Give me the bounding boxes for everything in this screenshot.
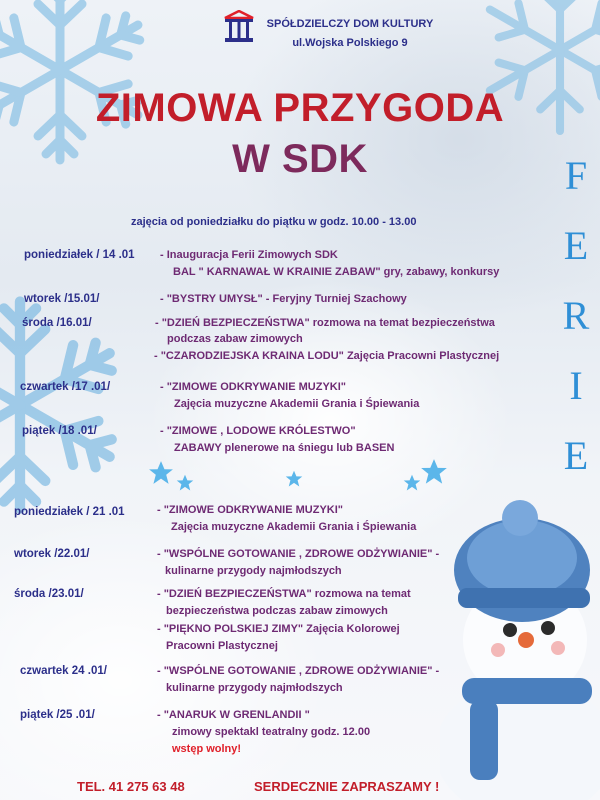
- schedule-day: wtorek /15.01/: [24, 293, 100, 305]
- schedule-activity: - "ZIMOWE ODKRYWANIE MUZYKI": [157, 504, 344, 516]
- schedule-activity: - Inauguracja Ferii Zimowych SDK: [160, 249, 338, 261]
- schedule-activity: kulinarne przygody najmłodszych: [165, 565, 342, 577]
- ferie-letter: E: [563, 223, 589, 268]
- schedule-activity: zimowy spektakl teatralny godz. 12.00: [172, 726, 371, 738]
- schedule-day: poniedziałek / 21 .01: [14, 506, 125, 518]
- invitation: SERDECZNIE ZAPRASZAMY !: [254, 779, 440, 794]
- schedule-activity: - "ANARUK W GRENLANDII ": [157, 709, 310, 721]
- schedule-activity: - "BYSTRY UMYSŁ" - Feryjny Turniej Szachowy: [160, 293, 407, 305]
- star-icon: [403, 474, 421, 492]
- star-icon: [420, 458, 448, 486]
- schedule-activity: - "ZIMOWE ODKRYWANIE MUZYKI": [160, 381, 347, 393]
- schedule-activity: - "PIĘKNO POLSKIEJ ZIMY" Zajęcia Kolorowej: [157, 623, 400, 635]
- schedule-activity: - "CZARODZIEJSKA KRAINA LODU" Zajęcia Pracowni Plastycznej: [154, 350, 500, 362]
- ferie-letter: F: [564, 153, 588, 198]
- schedule-activity: - "DZIEŃ BEZPIECZEŃSTWA" rozmowa na temat bezpieczeństwa: [155, 317, 495, 329]
- schedule-day: środa /16.01/: [22, 317, 92, 329]
- schedule-day: poniedziałek / 14 .01: [24, 249, 135, 261]
- hours-note: zajęcia od poniedziałku do piątku w godz. 10.00 - 13.00: [131, 216, 417, 228]
- schedule-activity: - "ZIMOWE , LODOWE KRÓLESTWO": [160, 425, 356, 437]
- title-line-2: W SDK: [232, 137, 368, 181]
- schedule-activity: Zajęcia muzyczne Akademii Grania i Śpiewania: [174, 398, 420, 410]
- org-name: SPÓŁDZIELCZY DOM KULTURY: [266, 18, 434, 30]
- ferie-letter: I: [569, 363, 583, 408]
- free-entry-note: wstęp wolny!: [172, 743, 242, 755]
- schedule-activity: Zajęcia muzyczne Akademii Grania i Śpiewania: [171, 521, 417, 533]
- schedule-activity: bezpieczeństwa podczas zabaw zimowych: [166, 605, 388, 617]
- schedule-activity: - "DZIEŃ BEZPIECZEŃSTWA" rozmowa na temat: [157, 588, 411, 600]
- schedule-day: środa /23.01/: [14, 588, 84, 600]
- schedule-activity: podczas zabaw zimowych: [167, 333, 303, 345]
- schedule-day: czwartek 24 .01/: [20, 665, 107, 677]
- schedule-activity: - "WSPÓLNE GOTOWANIE , ZDROWE ODŻYWIANIE" -: [157, 548, 440, 560]
- schedule-activity: BAL " KARNAWAŁ W KRAINIE ZABAW" gry, zabawy, konkursy: [173, 266, 500, 278]
- star-icon: [176, 474, 194, 492]
- schedule-day: czwartek /17 .01/: [20, 381, 111, 393]
- phone-number: TEL. 41 275 63 48: [77, 779, 185, 794]
- ferie-letter: R: [562, 293, 590, 338]
- schedule-activity: ZABAWY plenerowe na śniegu lub BASEN: [174, 442, 395, 454]
- schedule-activity: Pracowni Plastycznej: [166, 640, 278, 652]
- schedule-day: wtorek /22.01/: [14, 548, 90, 560]
- star-icon: [285, 470, 303, 488]
- schedule-activity: - "WSPÓLNE GOTOWANIE , ZDROWE ODŻYWIANIE" -: [157, 665, 440, 677]
- snowman-illustration: [440, 500, 600, 800]
- title-line-1: ZIMOWA PRZYGODA: [95, 86, 505, 130]
- schedule-day: piątek /18 .01/: [22, 425, 97, 437]
- schedule-day: piątek /25 .01/: [20, 709, 95, 721]
- address: ul.Wojska Polskiego 9: [292, 37, 408, 49]
- schedule-activity: kulinarne przygody najmłodszych: [166, 682, 343, 694]
- star-icon: [148, 460, 174, 486]
- ferie-letter: E: [563, 433, 589, 478]
